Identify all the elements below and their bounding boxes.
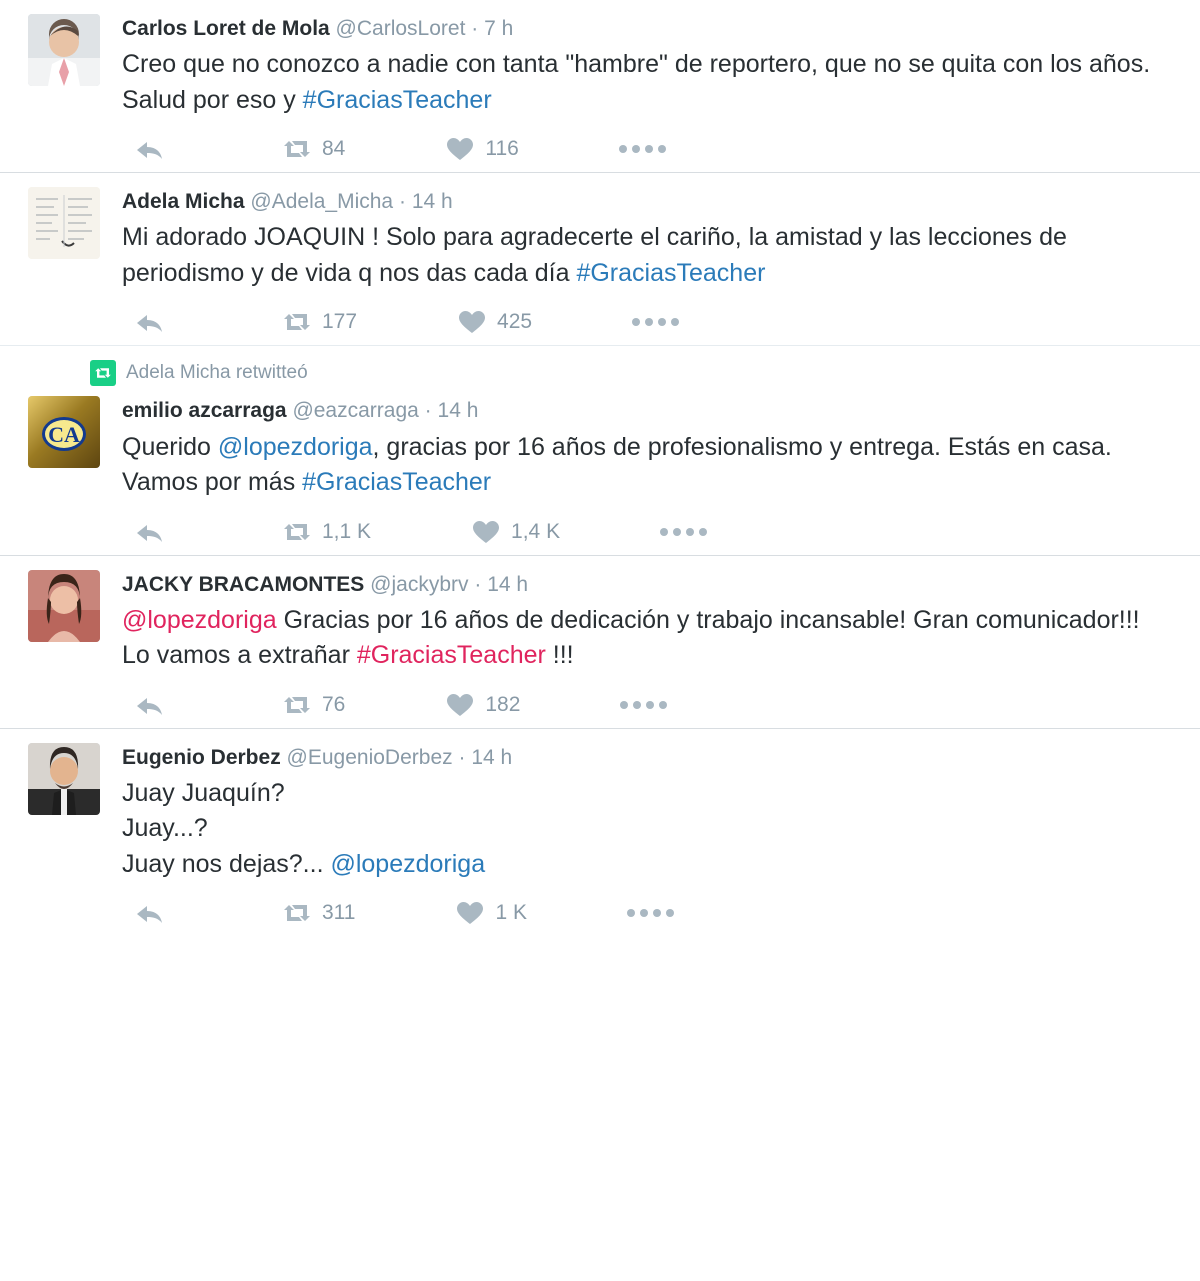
retweet-button[interactable] — [282, 520, 371, 544]
heart-icon — [455, 900, 485, 926]
retweet-icon — [282, 138, 312, 160]
tweet-header — [122, 189, 1172, 214]
retweet-count: 311 — [322, 901, 356, 925]
reply-icon — [134, 310, 164, 334]
retweet-count: 84 — [322, 137, 346, 161]
tweet-text — [122, 47, 1172, 118]
tweet-text-run: !!! — [545, 641, 574, 670]
timestamp[interactable]: 14 h — [471, 745, 513, 769]
separator: · — [471, 17, 479, 40]
retweet-button[interactable] — [282, 310, 357, 334]
avatar-adela-micha — [28, 187, 100, 259]
author-name[interactable]: emilio azcarraga — [122, 399, 287, 423]
tweet-item[interactable] — [0, 729, 1200, 937]
tweet-header — [122, 398, 1172, 423]
like-count: 182 — [485, 692, 521, 716]
tweet-item[interactable] — [0, 0, 1200, 173]
more-options-icon — [660, 528, 707, 536]
tweet-link[interactable]: @lopezdoriga — [122, 605, 277, 634]
tweet-link[interactable]: #GraciasTeacher — [356, 641, 546, 670]
more-options-icon — [619, 145, 666, 153]
like-count: 425 — [497, 310, 533, 334]
retweet-icon — [282, 521, 312, 543]
svg-text:CA: CA — [48, 422, 80, 448]
tweet-link[interactable]: @lopezdoriga — [330, 849, 486, 878]
reply-icon — [134, 901, 164, 925]
tweet-text-run: Gracias por 16 años de dedicación y trabajo incansable! Gran comunicador!!! Lo vamos a extrañar — [122, 605, 1140, 670]
author-handle[interactable]: @CarlosLoret — [335, 17, 466, 40]
retweet-button[interactable] — [282, 137, 345, 161]
tweet-text-run: Querido — [122, 432, 218, 461]
retweet-icon — [282, 902, 312, 924]
avatar-carlos-loret — [28, 14, 100, 86]
author-name[interactable]: Eugenio Derbez — [122, 745, 281, 769]
tweet-text — [122, 430, 1172, 501]
retweet-context — [90, 360, 1172, 386]
reply-button[interactable] — [134, 520, 164, 544]
tweet-text-run: Juay...? — [122, 814, 208, 843]
heart-icon — [471, 519, 501, 545]
author-name[interactable]: Adela Micha — [122, 190, 245, 214]
separator: · — [458, 745, 466, 769]
timestamp[interactable]: 14 h — [487, 572, 529, 596]
like-button[interactable] — [457, 309, 532, 335]
more-options-icon — [627, 909, 674, 917]
tweet-text-run: Mi adorado JOAQUIN ! Solo para agradecerte el cariño, la amistad y las lecciones de periodismo y de vida q nos das cada día — [122, 223, 1067, 287]
tweet-text-run: Juay Juaquín? — [122, 778, 285, 807]
more-options-button[interactable] — [619, 145, 666, 153]
avatar[interactable] — [28, 570, 100, 642]
more-options-button[interactable] — [660, 528, 707, 536]
tweet-header — [122, 745, 1172, 770]
timestamp[interactable]: 7 h — [484, 17, 514, 40]
reply-button[interactable] — [134, 137, 164, 161]
tweet-text — [122, 603, 1172, 674]
more-options-button[interactable] — [632, 318, 679, 326]
retweet-count: 76 — [322, 692, 346, 716]
tweet-text — [122, 776, 1172, 883]
tweet-text-run: Juay nos dejas?... — [122, 849, 331, 878]
tweet-link[interactable]: #GraciasTeacher — [576, 258, 766, 287]
retweet-button[interactable] — [282, 901, 355, 925]
tweet-actions — [122, 900, 1172, 926]
separator: · — [398, 190, 406, 214]
like-button[interactable] — [455, 900, 527, 926]
author-handle[interactable]: @eazcarraga — [292, 399, 419, 423]
timestamp[interactable]: 14 h — [437, 399, 479, 423]
reply-button[interactable] — [134, 310, 164, 334]
tweet-item[interactable] — [0, 346, 1200, 555]
author-handle[interactable]: @Adela_Micha — [250, 190, 394, 214]
tweet-header — [122, 572, 1172, 597]
like-button[interactable] — [471, 519, 560, 545]
tweet-link[interactable]: #GraciasTeacher — [302, 85, 492, 114]
reply-button[interactable] — [134, 901, 164, 925]
like-button[interactable] — [445, 692, 520, 718]
avatar-emilio-azcarraga — [28, 396, 100, 468]
tweet-header — [122, 16, 1172, 41]
like-button[interactable] — [445, 136, 518, 162]
timestamp[interactable]: 14 h — [411, 190, 453, 214]
retweet-count: 1,1 K — [322, 519, 372, 543]
tweet-text — [122, 220, 1172, 291]
author-handle[interactable]: @jackybrv — [370, 572, 469, 596]
tweet-text-run: , gracias por 16 años de profesionalismo y entrega. Estás en casa. Vamos por más — [122, 432, 1112, 497]
tweet-item[interactable] — [0, 173, 1200, 346]
tweet-text-run: Creo que no conozco a nadie con tanta "hambre" de reportero, que no se quita con los años. Salud por eso y — [122, 50, 1151, 114]
heart-icon — [445, 136, 475, 162]
retweet-icon — [282, 311, 312, 333]
retweet-context-label[interactable]: Adela Micha retwitteó — [126, 362, 308, 384]
more-options-icon — [632, 318, 679, 326]
author-name[interactable]: Carlos Loret de Mola — [122, 17, 330, 40]
tweet-link[interactable]: #GraciasTeacher — [302, 468, 492, 497]
reply-icon — [134, 137, 164, 161]
avatar[interactable] — [28, 187, 100, 259]
retweet-icon — [90, 360, 116, 386]
avatar-eugenio-derbez — [28, 743, 100, 815]
heart-icon — [445, 692, 475, 718]
tweet-actions — [122, 692, 1172, 718]
reply-icon — [134, 520, 164, 544]
heart-icon — [457, 309, 487, 335]
author-handle[interactable]: @EugenioDerbez — [286, 745, 453, 769]
tweet-actions — [122, 519, 1172, 545]
retweet-count: 177 — [322, 310, 358, 334]
reply-button[interactable] — [134, 693, 164, 717]
avatar[interactable] — [28, 743, 100, 815]
tweet-actions — [122, 309, 1172, 335]
more-options-button[interactable] — [627, 909, 674, 917]
tweet-link[interactable]: @lopezdoriga — [217, 432, 373, 461]
more-options-icon — [620, 701, 667, 709]
retweet-button[interactable] — [282, 693, 345, 717]
avatar[interactable] — [28, 396, 100, 468]
reply-icon — [134, 693, 164, 717]
like-count: 1,4 K — [511, 519, 561, 543]
separator: · — [474, 572, 482, 596]
tweet-item[interactable] — [0, 556, 1200, 729]
avatar-jacky-bracamontes — [28, 570, 100, 642]
author-name[interactable]: JACKY BRACAMONTES — [122, 572, 365, 596]
avatar[interactable] — [28, 14, 100, 86]
retweet-icon — [282, 694, 312, 716]
like-count: 116 — [485, 137, 519, 161]
more-options-button[interactable] — [620, 701, 667, 709]
separator: · — [424, 399, 432, 423]
tweet-actions — [122, 136, 1172, 162]
like-count: 1 K — [495, 901, 528, 925]
